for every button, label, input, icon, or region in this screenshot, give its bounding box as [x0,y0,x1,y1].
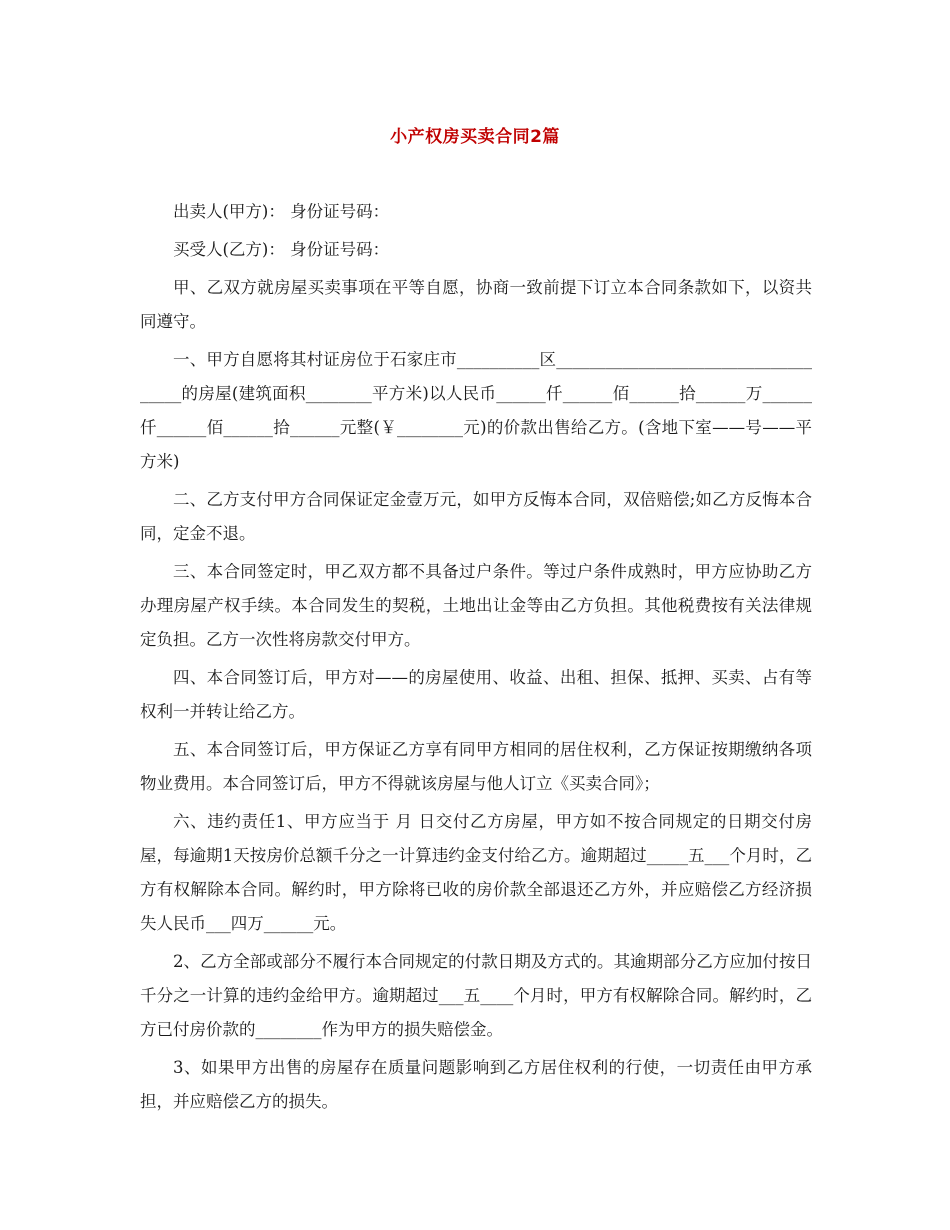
document-body [140,195,812,1123]
preamble-paragraph: 甲、乙双方就房屋买卖事项在平等自愿，协商一致前提下订立本合同条款如下，以资共同遵守。 [140,278,812,331]
clause-2-paragraph: 二、乙方支付甲方合同保证定金壹万元，如甲方反悔本合同，双倍赔偿;如乙方反悔本合同，定金不退。 [140,490,812,543]
document-title: 小产权房买卖合同2篇 [390,127,560,147]
clause-6-paragraph: 六、违约责任1、甲方应当于 月 日交付乙方房屋，甲方如不按合同规定的日期交付房屋，每逾期1天按房价总额千分之一计算违约金支付给乙方。逾期超过_____五___个月时，乙方有权解除本合同。解约时，甲方除将已收的房价款全部退还乙方外，并应赔偿乙方经济损失人民币___四万______元。 [140,812,812,933]
clause-6-2-paragraph: 2、乙方全部或部分不履行本合同规定的付款日期及方式的。其逾期部分乙方应加付按日千分之一计算的违约金给甲方。逾期超过___五____个月时，甲方有权解除合同。解约时，乙方已付房价款的________作为甲方的损失赔偿金。 [140,952,812,1039]
seller-line: 出卖人(甲方)： 身份证号码： [173,202,390,221]
clause-4-paragraph: 四、本合同签订后，甲方对——的房屋使用、收益、出租、担保、抵押、买卖、占有等权利一并转让给乙方。 [140,668,812,721]
clause-3-paragraph: 三、本合同签定时，甲乙双方都不具备过户条件。等过户条件成熟时，甲方应协助乙方办理房屋产权手续。本合同发生的契税，土地出让金等由乙方负担。其他税费按有关法律规定负担。乙方一次性将房款交付甲方。 [140,562,812,649]
clause-1-paragraph: 一、甲方自愿将其村证房位于石家庄市__________区____________________________________的房屋(建筑面积________平方米)以人民币______仟______佰______拾______万______仟______佰______拾______元整(￥________元)的价款出售给乙方。(含地下室——号——平方米) [140,350,812,471]
buyer-line: 买受人(乙方)： 身份证号码： [173,240,390,259]
clause-5-paragraph: 五、本合同签订后，甲方保证乙方享有同甲方相同的居住权利，乙方保证按期缴纳各项物业费用。本合同签订后，甲方不得就该房屋与他人订立《买卖合同》； [140,740,812,793]
clause-6-3-paragraph: 3、如果甲方出售的房屋存在质量问题影响到乙方居住权利的行使，一切责任由甲方承担，并应赔偿乙方的损失。 [140,1058,812,1111]
